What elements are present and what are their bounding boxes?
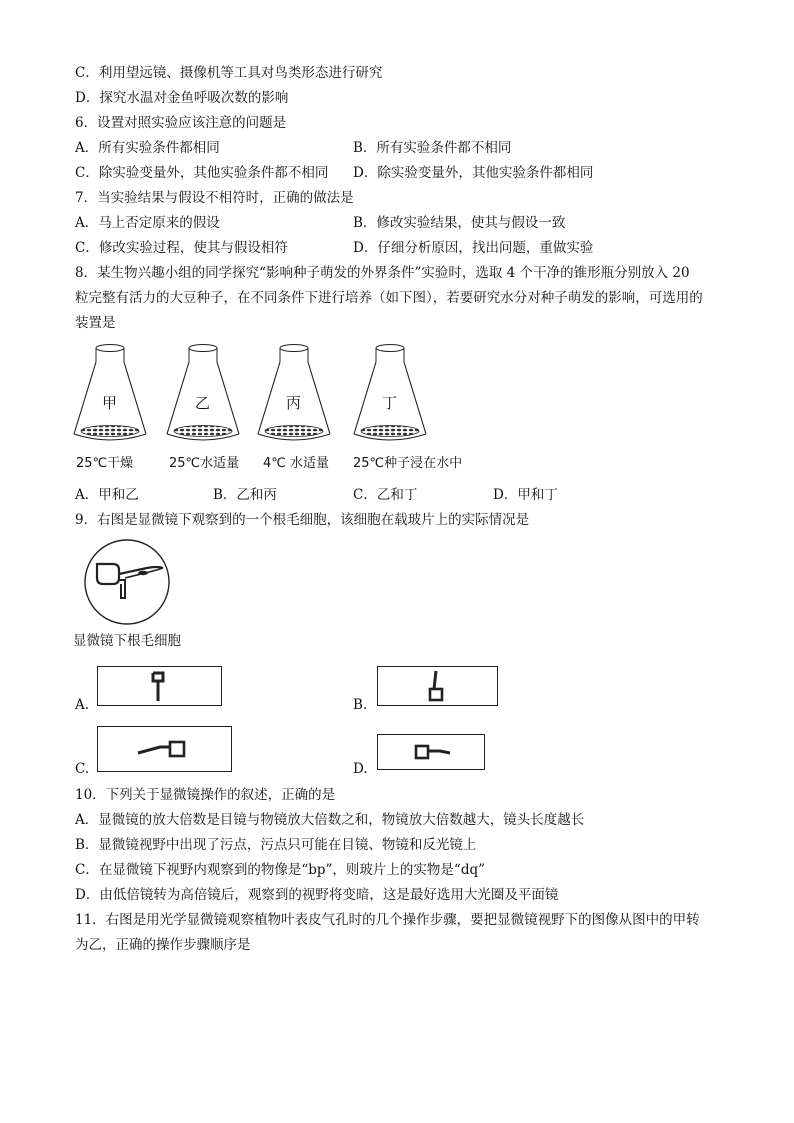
flask-caption-jia: 25℃干燥 xyxy=(76,456,134,471)
flask-label-ding: 丁 xyxy=(382,394,398,412)
q9-option-d-label: D. xyxy=(353,761,368,777)
q8-stem-line1: 8．某生物兴趣小组的同学探究“影响种子萌发的外界条件”实验时，选取 4 个干净的锥形瓶分别放入 20 xyxy=(75,265,690,281)
q9-option-b-cell xyxy=(378,667,499,707)
q10-option-c: C．在显微镜下视野内观察到的物像是“bp”，则玻片上的实物是“dq” xyxy=(75,862,486,878)
flask-label-yi: 乙 xyxy=(195,394,211,412)
q9-option-a-label: A. xyxy=(75,697,90,713)
q10-option-a: A．显微镜的放大倍数是目镜与物镜放大倍数之和，物镜放大倍数越大，镜头长度越长 xyxy=(75,812,585,828)
q5-option-c: C．利用望远镜、摄像机等工具对鸟类形态进行研究 xyxy=(75,65,383,81)
q8-stem-line2: 粒完整有活力的大豆种子，在不同条件下进行培养（如下图），若要研究水分对种子萌发的影响，可选用的 xyxy=(75,290,703,306)
q5-option-d: D．探究水温对金鱼呼吸次数的影响 xyxy=(75,90,289,106)
q10-option-b: B．显微镜视野中出现了污点，污点只可能在目镜、物镜和反光镜上 xyxy=(75,837,477,853)
q7-option-a: A．马上否定原来的假设 xyxy=(75,215,220,231)
q11-stem-line2: 为乙，正确的操作步骤顺序是 xyxy=(75,937,251,953)
q7-option-d: D．仔细分析原因，找出问题，重做实验 xyxy=(353,240,594,256)
q7-option-b: B．修改实验结果，使其与假设一致 xyxy=(353,215,566,231)
flask-caption-yi: 25℃水适量 xyxy=(169,456,240,471)
q6-option-a: A．所有实验条件都相同 xyxy=(75,140,220,156)
q6-option-b: B．所有实验条件都不相同 xyxy=(353,140,512,156)
q8-option-a: A．甲和乙 xyxy=(75,487,139,503)
q8-option-b: B．乙和丙 xyxy=(213,487,277,503)
q9-option-b-box xyxy=(377,666,498,706)
q10-stem: 10．下列关于显微镜操作的叙述，正确的是 xyxy=(75,787,336,803)
q7-option-c: C．修改实验过程，使其与假设相符 xyxy=(75,240,288,256)
q8-option-c: C．乙和丁 xyxy=(353,487,418,503)
q9-option-c-cell xyxy=(98,727,233,773)
q6-option-d: D．除实验变量外，其他实验条件都相同 xyxy=(353,165,594,181)
q9-option-b-label: B. xyxy=(353,697,368,713)
q9-option-a-box xyxy=(97,666,222,706)
q9-option-d-cell xyxy=(378,735,486,771)
q9-option-c-label: C. xyxy=(75,761,90,777)
q9-option-d-box xyxy=(377,734,485,770)
microscope-view-root-hair-cell xyxy=(77,538,177,628)
flask-label-bing: 丙 xyxy=(286,394,302,412)
q6-stem: 6．设置对照实验应该注意的问题是 xyxy=(75,115,287,131)
q8-option-d: D．甲和丁 xyxy=(493,487,558,503)
q9-option-c-box xyxy=(97,726,232,772)
flask-caption-bing: 4℃ 水适量 xyxy=(263,456,330,471)
q6-option-c: C．除实验变量外，其他实验条件都不相同 xyxy=(75,165,329,181)
flask-caption-ding: 25℃种子浸在水中 xyxy=(353,456,463,471)
q10-option-d: D．由低倍镜转为高倍镜后，观察到的视野将变暗，这是最好选用大光圈及平面镜 xyxy=(75,887,559,903)
q9-option-a-cell xyxy=(98,667,223,707)
q11-stem-line1: 11．右图是用光学显微镜观察植物叶表皮气孔时的几个操作步骤，要把显微镜视野下的图像从图中的甲转 xyxy=(75,912,700,928)
q9-stem: 9．右图是显微镜下观察到的一个根毛细胞，该细胞在载玻片上的实际情况是 xyxy=(75,512,530,528)
q7-stem: 7．当实验结果与假设不相符时，正确的做法是 xyxy=(75,190,354,206)
root-hair-caption: 显微镜下根毛细胞 xyxy=(73,633,181,649)
flask-label-jia: 甲 xyxy=(102,394,118,412)
q8-stem-line3: 装置是 xyxy=(75,315,116,331)
